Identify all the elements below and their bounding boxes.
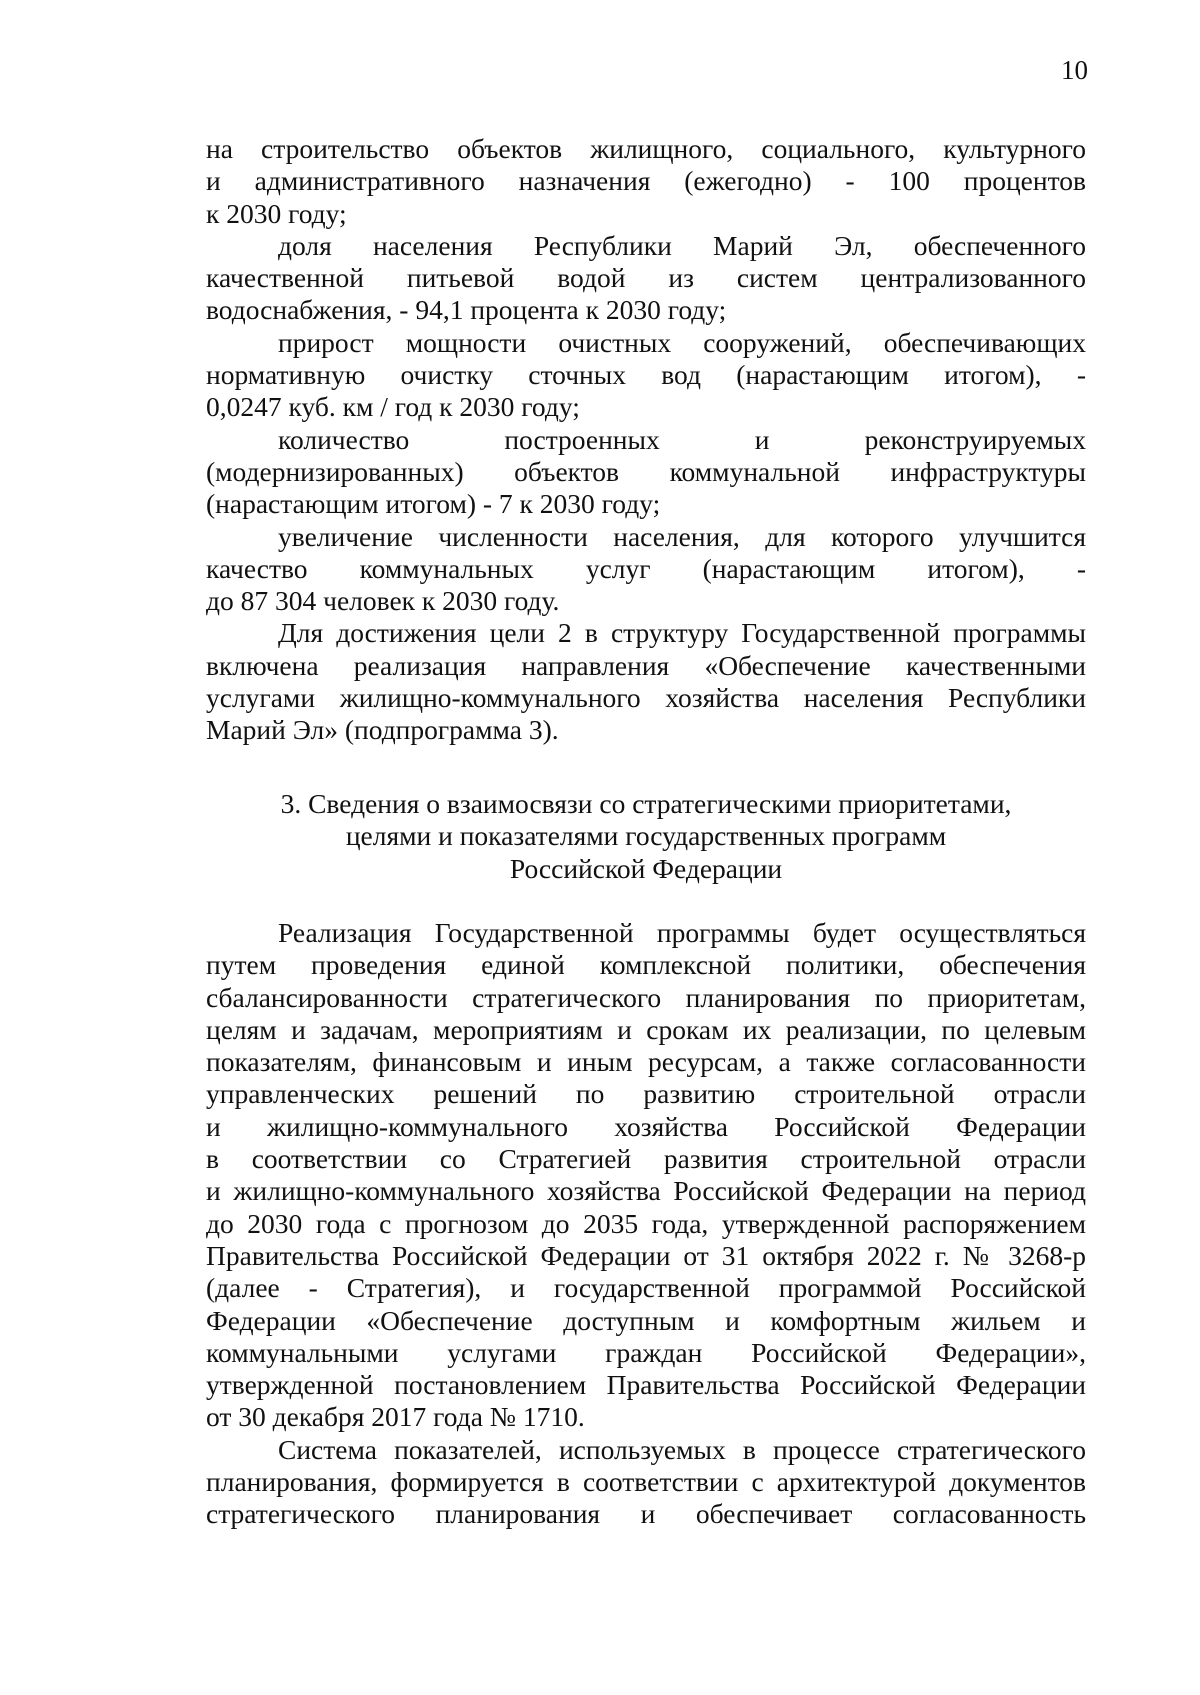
text-line: путем проведения единой комплексной политики, обеспечения [206,949,1086,981]
paragraph-construction-share [206,133,1086,230]
text-line: нормативную очистку сточных вод (нарастающим итогом), - [206,359,1086,391]
text-line: (нарастающим итогом) - 7 к 2030 году; [206,488,661,520]
text-line: от 30 декабря 2017 года № 1710. [206,1401,585,1433]
text-line: услугами жилищно-коммунального хозяйства населения Республики [206,682,1086,714]
heading-line: Российской Федерации [509,852,783,884]
text-line: показателям, финансовым и иным ресурсам, а также согласованности [206,1046,1086,1078]
text-line: Федерации «Обеспечение доступным и комфортным жильем и [206,1304,1086,1336]
text-line: увеличение численности населения, для которого улучшится [278,520,1086,552]
text-line: до 2030 года с прогнозом до 2035 года, утвержденной распоряжением [206,1207,1086,1239]
text-line: целям и задачам, мероприятиям и срокам их реализации, по целевым [206,1013,1086,1045]
text-line: качество коммунальных услуг (нарастающим итогом), - [206,552,1086,584]
text-line: количество построенных и реконструируемых [278,423,1086,455]
text-line: (далее - Стратегия), и государственной программой Российской [206,1272,1086,1304]
paragraph-implementation [206,917,1086,1434]
text-line: управленческих решений по развитию строительной отрасли [206,1078,1086,1110]
text-line: и жилищно-коммунального хозяйства Российской Федерации [206,1110,1086,1142]
text-line: включена реализация направления «Обеспечение качественными [206,649,1086,681]
text-line: и административного назначения (ежегодно) - 100 процентов [206,165,1086,197]
paragraph-indicator-system [206,1434,1086,1531]
text-line: Система показателей, используемых в процессе стратегического [278,1433,1086,1465]
text-line: до 87 304 человек к 2030 году. [206,585,560,617]
text-line: 0,0247 куб. км / год к 2030 году; [206,391,580,423]
text-line: качественной питьевой водой из систем централизованного [206,262,1086,294]
text-line: на строительство объектов жилищного, социального, культурного [206,133,1086,164]
text-line: Правительства Российской Федерации от 31 октября 2022 г. № 3268-р [206,1239,1086,1271]
text-line: планирования, формируется в соответствии с архитектурой документов [206,1466,1086,1498]
text-line: и жилищно-коммунального хозяйства Российской Федерации на период [206,1175,1086,1207]
paragraph-population-services [206,521,1086,618]
section-heading [206,788,1086,885]
text-line: стратегического планирования и обеспечивает согласованность [206,1498,1086,1530]
text-line: утвержденной постановлением Правительства Российской Федерации [206,1369,1086,1401]
text-line: прирост мощности очистных сооружений, обеспечивающих [278,326,1086,358]
text-block-top [206,133,1086,747]
text-line: сбалансированности стратегического планирования по приоритетам, [206,981,1086,1013]
text-block-bottom [206,917,1086,1531]
paragraph-drinking-water [206,230,1086,327]
text-line: (модернизированных) объектов коммунальной инфраструктуры [206,455,1086,487]
text-line: водоснабжения, - 94,1 процента к 2030 году; [206,294,727,326]
text-line: Для достижения цели 2 в структуру Государственной программы [278,617,1086,649]
page-number: 10 [1061,55,1088,85]
paragraph-goal-2 [206,617,1086,746]
text-line: доля населения Республики Марий Эл, обеспеченного [278,229,1086,261]
heading-line: целями и показателями государственных программ [345,820,947,852]
text-line: в соответствии со Стратегией развития строительной отрасли [206,1143,1086,1175]
paragraph-treatment-capacity [206,327,1086,424]
text-line: Реализация Государственной программы будет осуществляться [278,917,1086,948]
text-line: Марий Эл» (подпрограмма 3). [206,714,559,746]
text-line: к 2030 году; [206,197,347,229]
text-line: коммунальными услугами граждан Российской Федерации», [206,1336,1086,1368]
heading-line: 3. Сведения о взаимосвязи со стратегическими приоритетами, [280,788,1012,819]
paragraph-infrastructure-objects [206,424,1086,521]
